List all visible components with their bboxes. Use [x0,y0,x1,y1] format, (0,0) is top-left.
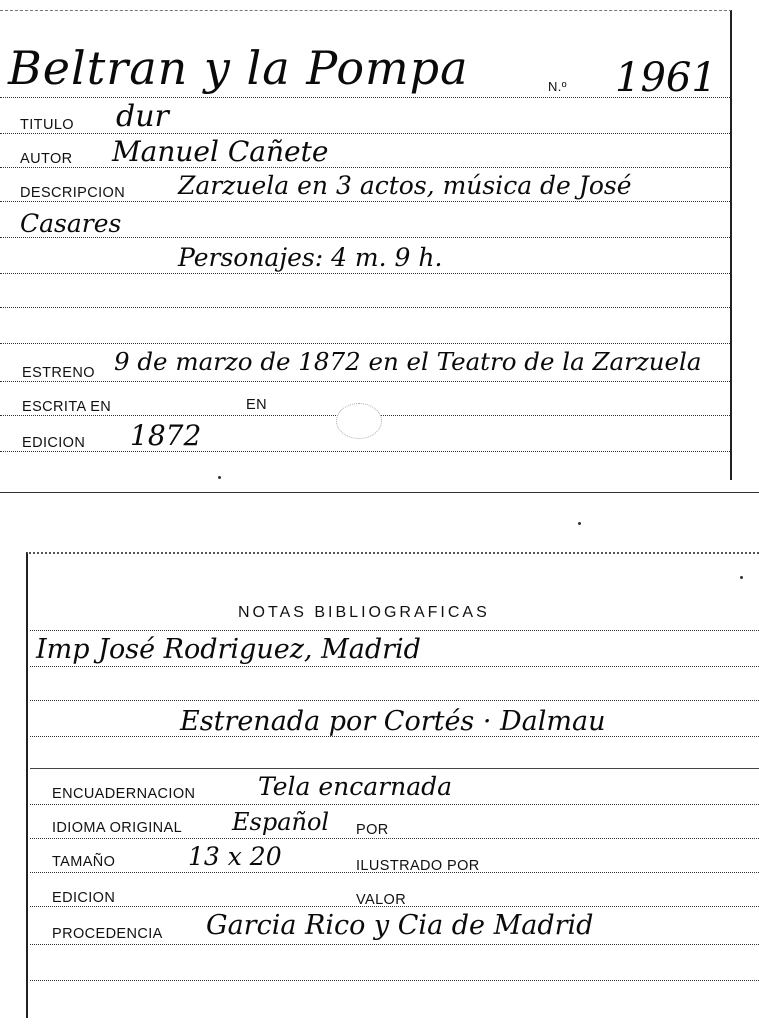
estreno-value: 9 de marzo de 1872 en el Teatro de la Zarzuela [114,347,702,376]
rule-notes-4 [30,768,759,769]
en-label: EN [246,397,267,413]
rule-blank-2 [0,343,730,344]
procedencia-label: PROCEDENCIA [52,926,163,942]
ilustrado-label: ILUSTRADO POR [356,858,480,874]
rule-heading [30,630,759,631]
por-label: POR [356,822,389,838]
descripcion-value-line3: Personajes: 4 m. 9 h. [178,243,443,272]
descripcion-value-line2: Casares [20,209,122,238]
autor-value: Manuel Cañete [112,135,329,168]
valor-label: VALOR [356,892,407,908]
catalog-card-top [0,10,732,480]
edicion-value: 1872 [130,419,202,452]
notes-line1: Imp José Rodriguez, Madrid [36,634,421,665]
descripcion-label: DESCRIPCION [20,185,126,201]
edicion-label: EDICION [22,435,86,451]
estreno-label: ESTRENO [22,365,95,381]
escrita-en-label: ESCRITA EN [22,399,112,415]
rule-descripcion [0,201,730,202]
rule-blank-1 [0,307,730,308]
rule-encuadernacion [30,804,759,805]
rule-bottom [30,980,759,981]
ink-speck [578,522,581,525]
rule-notes-2 [30,700,759,701]
procedencia-value: Garcia Rico y Cia de Madrid [206,910,594,941]
title-value: Beltran y la Pompa [8,41,469,95]
tamano-value: 13 x 20 [188,842,282,871]
rule-notes-1 [30,666,759,667]
rule-estreno [0,381,730,382]
notes-line2: Estrenada por Cortés · Dalmau [180,706,606,737]
autor-label: AUTOR [20,151,73,167]
idioma-value: Español [232,808,330,836]
rule-idioma [30,838,759,839]
number-label: N.º [548,79,567,94]
catalog-card-bottom [26,552,759,1018]
rule-titulo [0,133,730,134]
card-divider [0,492,759,493]
encuadernacion-label: ENCUADERNACION [52,786,196,802]
encuadernacion-value: Tela encarnada [258,772,453,801]
notas-heading: NOTAS BIBLIOGRAFICAS [238,604,490,621]
rule-edicion [0,451,730,452]
titulo-value: dur [116,99,169,134]
rule-descripcion-3 [0,273,730,274]
tamano-label: TAMAÑO [52,854,116,870]
idioma-label: IDIOMA ORIGINAL [52,820,183,836]
descripcion-value: Zarzuela en 3 actos, música de José [178,171,632,200]
rule-autor [0,167,730,168]
edicion-label: EDICION [52,890,116,906]
smudge-mark [336,403,382,439]
ink-speck [218,476,221,479]
rule-procedencia [30,944,759,945]
number-value: 1961 [615,55,717,101]
titulo-label: TITULO [20,117,74,133]
